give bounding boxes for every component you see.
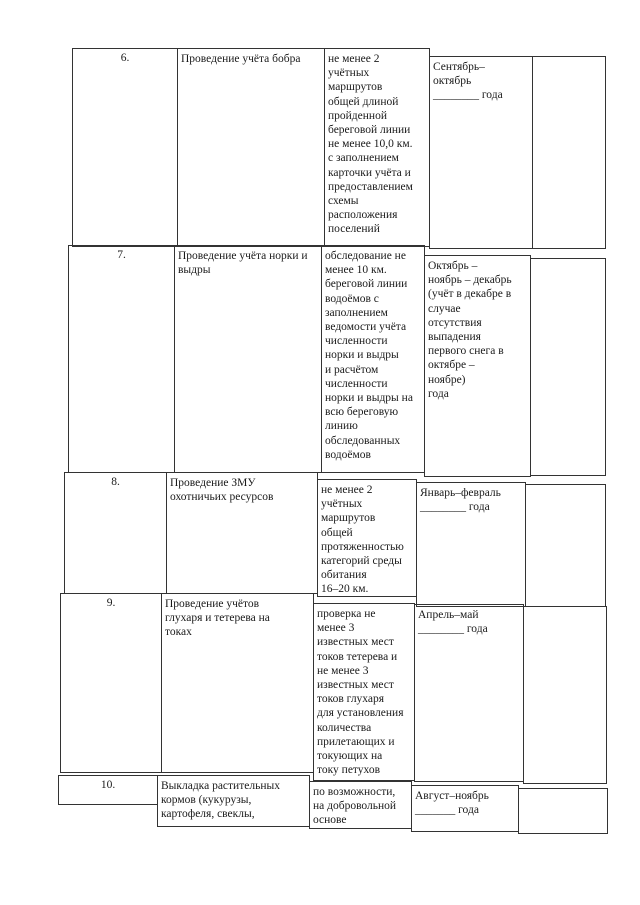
row-6-activity: Проведение учёта бобра bbox=[177, 48, 325, 247]
row-8-extra bbox=[525, 484, 606, 607]
row-10-activity: Выкладка растительных кормов (кукурузы, картофеля, свеклы, bbox=[157, 775, 310, 827]
row-9-activity: Проведение учётов глухаря и тетерева на токах bbox=[161, 593, 314, 773]
row-9-period: Апрель–май ________ года bbox=[414, 604, 524, 782]
row-6-extra bbox=[532, 56, 606, 249]
row-7-period: Октябрь – ноябрь – декабрь (учёт в декабре в случае отсутствия выпадения первого снега в октябре – ноябре) года bbox=[424, 255, 531, 477]
row-6-number: 6. bbox=[72, 48, 178, 247]
row-7-number: 7. bbox=[68, 245, 175, 473]
row-6-volume: не менее 2 учётных маршрутов общей длиной пройденной береговой линии не менее 10,0 км. с заполнением карточки учёта и предоставлением схемы расположения поселений bbox=[324, 48, 430, 247]
row-7-volume: обследование не менее 10 км. береговой линии водоёмов с заполнением ведомости учёта численности норки и выдры и расчётом численности норки и выдры на всю береговую линию обследованных водоёмов bbox=[321, 245, 425, 473]
row-7-activity: Проведение учёта норки и выдры bbox=[174, 245, 322, 473]
row-10-extra bbox=[518, 788, 608, 834]
row-9-number: 9. bbox=[60, 593, 162, 773]
row-10-period: Август–ноябрь _______ года bbox=[411, 785, 519, 832]
row-8-volume: не менее 2 учётных маршрутов общей протяженностью категорий среды обитания 16–20 км. bbox=[317, 479, 417, 597]
row-8-number: 8. bbox=[64, 472, 167, 594]
row-9-volume: проверка не менее 3 известных мест токов тетерева и не менее 3 известных мест токов глухаря для установления количества прилетающих и токующих на току петухов bbox=[313, 603, 415, 781]
row-9-extra bbox=[523, 606, 607, 784]
row-6-period: Сентябрь– октябрь ________ года bbox=[429, 56, 533, 249]
row-10-number: 10. bbox=[58, 775, 158, 805]
row-8-period: Январь–февраль ________ года bbox=[416, 482, 526, 607]
row-7-extra bbox=[530, 258, 606, 476]
row-10-volume: по возможности, на добровольной основе bbox=[309, 781, 412, 829]
row-8-activity: Проведение ЗМУ охотничьих ресурсов bbox=[166, 472, 318, 594]
